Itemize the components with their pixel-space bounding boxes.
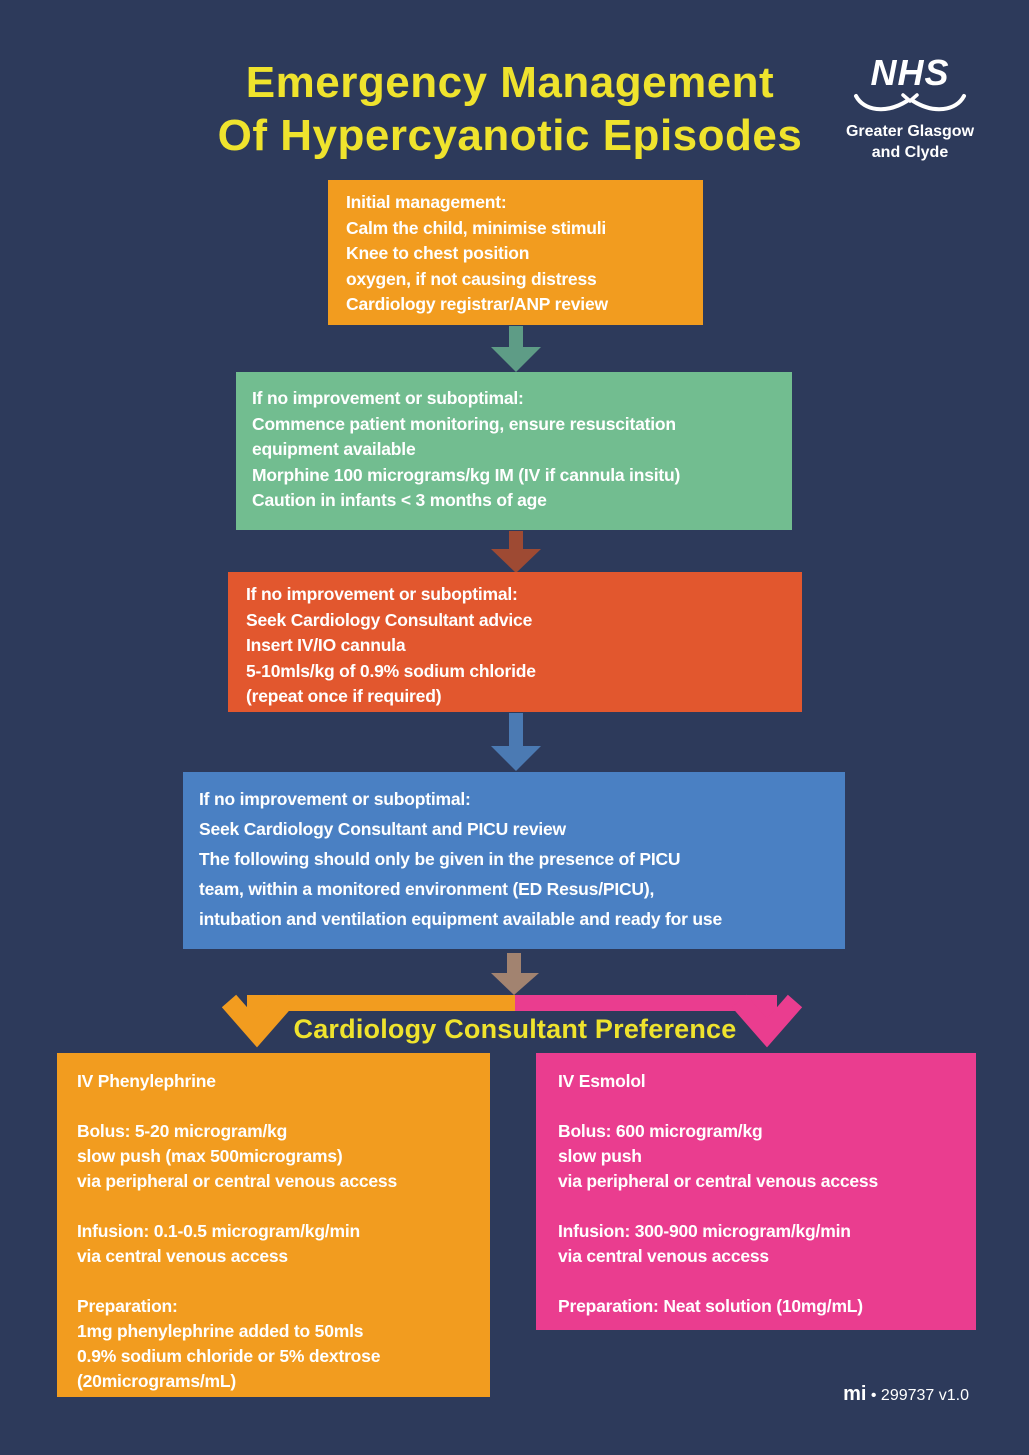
- text-line: Cardiology registrar/ANP review: [346, 294, 608, 314]
- text-line: Caution in infants < 3 months of age: [252, 490, 547, 510]
- nhs-logo: [845, 52, 975, 162]
- text-line: slow push: [558, 1146, 642, 1166]
- text-line: 1mg phenylephrine added to 50mls: [77, 1321, 364, 1341]
- nhs-org-line-2: and Clyde: [871, 144, 949, 161]
- preparation-paragraph: [558, 1294, 976, 1319]
- text-line: Preparation: Neat solution (10mg/mL): [558, 1296, 863, 1316]
- text-line: intubation and ventilation equipment available and ready for use: [199, 909, 722, 929]
- text-line: If no improvement or suboptimal:: [199, 789, 471, 809]
- text-line: 0.9% sodium chloride or 5% dextrose: [77, 1346, 381, 1366]
- page-title: [110, 56, 910, 162]
- initial-management-box: [328, 180, 703, 325]
- title-line-2: Of Hypercyanotic Episodes: [217, 111, 803, 160]
- text-line: Seek Cardiology Consultant advice: [246, 609, 533, 630]
- nhs-logo-text: NHS: [870, 52, 950, 93]
- text-line: Bolus: 5-20 microgram/kg: [77, 1121, 288, 1141]
- nhs-swoosh-icon: [852, 91, 968, 115]
- phenylephrine-box: [57, 1053, 490, 1397]
- text-line: Commence patient monitoring, ensure resuscitation: [252, 413, 676, 434]
- drug-heading: IV Esmolol: [558, 1071, 646, 1091]
- drug-heading: IV Phenylephrine: [77, 1071, 216, 1091]
- footer-code: 299737 v1.0: [880, 1387, 969, 1404]
- arrow-down-icon: [491, 713, 541, 771]
- morphine-step-box: [236, 372, 792, 530]
- text-line: Infusion: 300-900 microgram/kg/min: [558, 1221, 851, 1241]
- bolus-paragraph: [558, 1119, 976, 1194]
- text-line: Insert IV/IO cannula: [246, 635, 406, 655]
- arrow-down-icon: [491, 531, 541, 573]
- text-line: Morphine 100 micrograms/kg IM (IV if cannula insitu): [252, 464, 681, 485]
- text-line: Infusion: 0.1-0.5 microgram/kg/min: [77, 1221, 360, 1241]
- text-line: Calm the child, minimise stimuli: [346, 217, 607, 238]
- preference-label: Cardiology Consultant Preference: [293, 1014, 737, 1044]
- text-line: (repeat once if required): [246, 686, 442, 706]
- arrow-down-icon: [491, 953, 539, 995]
- text-line: Bolus: 600 microgram/kg: [558, 1121, 763, 1141]
- nhs-org-line-1: Greater Glasgow: [845, 123, 975, 140]
- text-line: via central venous access: [77, 1246, 288, 1266]
- text-line: If no improvement or suboptimal:: [246, 584, 518, 604]
- text-line: team, within a monitored environment (ED Resus/PICU),: [199, 879, 655, 899]
- text-line: oxygen, if not causing distress: [346, 268, 597, 289]
- text-line: slow push (max 500micrograms): [77, 1146, 343, 1166]
- title-line-1: Emergency Management: [245, 58, 775, 107]
- esmolol-box: [536, 1053, 976, 1330]
- footer: [843, 1383, 969, 1406]
- text-line: The following should only be given in the presence of PICU: [199, 849, 681, 869]
- text-line: Preparation:: [77, 1296, 178, 1316]
- preparation-paragraph: [77, 1294, 490, 1394]
- text-line: equipment available: [252, 439, 416, 459]
- text-line: via peripheral or central venous access: [77, 1171, 398, 1191]
- text-line: (20micrograms/mL): [77, 1371, 237, 1391]
- cardiology-consultant-step-box: [228, 572, 802, 712]
- arrow-down-icon: [491, 326, 541, 372]
- infusion-paragraph: [77, 1219, 490, 1269]
- text-line: Initial management:: [346, 192, 507, 212]
- text-line: Seek Cardiology Consultant and PICU review: [199, 819, 566, 839]
- infusion-paragraph: [558, 1219, 976, 1269]
- text-line: via peripheral or central venous access: [558, 1171, 879, 1191]
- text-line: 5-10mls/kg of 0.9% sodium chloride: [246, 660, 536, 681]
- picu-step-box: [183, 772, 845, 949]
- footer-separator: •: [870, 1387, 877, 1404]
- text-line: Knee to chest position: [346, 243, 530, 263]
- text-line: If no improvement or suboptimal:: [252, 388, 524, 408]
- text-line: via central venous access: [558, 1246, 769, 1266]
- bolus-paragraph: [77, 1119, 490, 1194]
- footer-brand: mi: [843, 1383, 867, 1405]
